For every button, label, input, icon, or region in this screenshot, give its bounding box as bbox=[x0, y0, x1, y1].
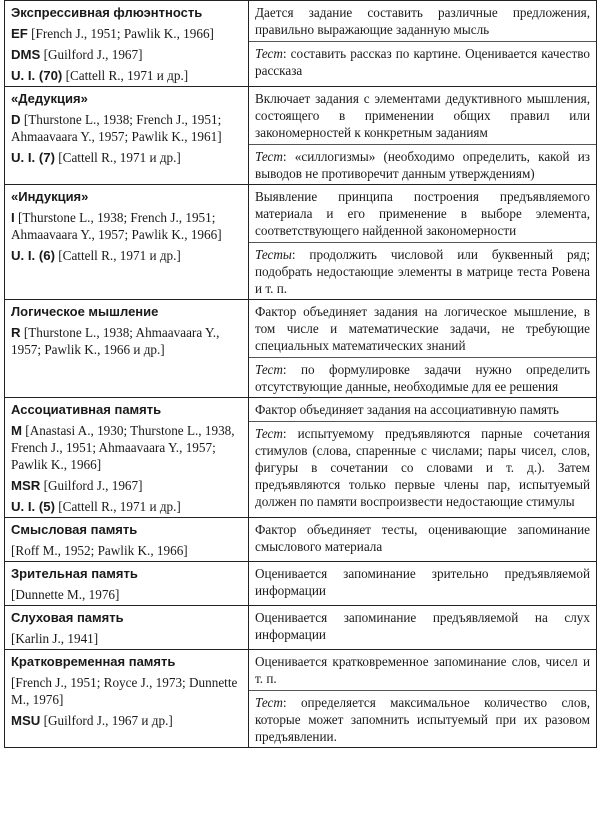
table-row bbox=[5, 87, 597, 185]
factor-reference bbox=[11, 542, 242, 559]
factor-code: D bbox=[11, 112, 21, 127]
factor-reference bbox=[11, 586, 242, 603]
reference-citation: [French J., 1951; Royce J., 1973; Dunnette M., 1976] bbox=[11, 675, 238, 707]
factor-cell bbox=[5, 300, 249, 398]
table-row bbox=[5, 1, 597, 87]
description-cell bbox=[249, 398, 597, 518]
test-note bbox=[249, 144, 596, 182]
factor-reference bbox=[11, 149, 242, 166]
factor-cell bbox=[5, 185, 249, 300]
table-row bbox=[5, 606, 597, 650]
factors-table bbox=[4, 0, 597, 748]
description-cell bbox=[249, 1, 597, 87]
factor-code: DMS bbox=[11, 47, 41, 62]
factor-reference bbox=[11, 477, 242, 494]
factor-code: M bbox=[11, 423, 22, 438]
description-cell bbox=[249, 300, 597, 398]
reference-citation: [Cattell R., 1971 и др.] bbox=[54, 150, 181, 165]
test-note bbox=[249, 242, 596, 297]
factor-title: Смысловая память bbox=[11, 522, 138, 537]
test-label: Тест bbox=[255, 426, 283, 441]
factor-title: «Индукция» bbox=[11, 189, 89, 204]
factor-cell bbox=[5, 606, 249, 650]
factor-title: Зрительная память bbox=[11, 566, 138, 581]
factor-reference bbox=[11, 67, 242, 84]
factor-code: MSR bbox=[11, 478, 41, 493]
reference-citation: [Cattell R., 1971 и др.] bbox=[54, 248, 181, 263]
test-text: : продолжить числовой или буквенный ряд; подобрать недостающие элементы в матрице теста Ровена и т. п. bbox=[255, 247, 590, 296]
factor-title: Логическое мышление bbox=[11, 304, 159, 319]
reference-citation: [French J., 1951; Pawlik K., 1966] bbox=[27, 26, 214, 41]
test-text: : определяется максимальное количество слов, которые может запомнить испытуемый при их разовом предъявлении. bbox=[255, 695, 590, 744]
reference-citation: [Cattell R., 1971 и др.] bbox=[62, 68, 189, 83]
reference-citation: [Thurstone L., 1938; French J., 1951; Ahmaavaara Y., 1957; Pawlik K., 1966] bbox=[11, 210, 222, 242]
factor-reference bbox=[11, 422, 242, 473]
description-cell bbox=[249, 562, 597, 606]
factor-code: U. I. (70) bbox=[11, 68, 63, 83]
reference-citation: [Thurstone L., 1938; French J., 1951; Ahmaavaara Y., 1957; Pawlik K., 1961] bbox=[11, 112, 222, 144]
reference-citation: [Anastasi A., 1930; Thurstone L., 1938, French J., 1951; Ahmaavaara Y., 1957; Pawlik K., 1966] bbox=[11, 423, 235, 472]
table-row bbox=[5, 300, 597, 398]
test-note bbox=[249, 41, 596, 79]
factor-title: Слуховая память bbox=[11, 610, 124, 625]
factor-title: «Дедукция» bbox=[11, 91, 88, 106]
factor-code: U. I. (5) bbox=[11, 499, 55, 514]
factor-reference bbox=[11, 630, 242, 647]
factor-code: I bbox=[11, 210, 15, 225]
factor-reference bbox=[11, 111, 242, 145]
description-cell bbox=[249, 185, 597, 300]
factor-description: Оценивается запоминание зрительно предъявляемой информации bbox=[255, 566, 590, 598]
factor-description: Включает задания с элементами дедуктивного мышления, состоящего в применении общих правил или закономерностей к конкретным заданиям bbox=[255, 91, 590, 140]
reference-citation: [Guilford J., 1967] bbox=[40, 47, 143, 62]
table-row bbox=[5, 398, 597, 518]
table-row bbox=[5, 562, 597, 606]
description-cell bbox=[249, 650, 597, 748]
description-cell bbox=[249, 87, 597, 185]
test-label: Тесты bbox=[255, 247, 292, 262]
description-cell bbox=[249, 518, 597, 562]
factor-reference bbox=[11, 712, 242, 729]
factor-description: Фактор объединяет задания на логическое мышление, в том числе и математические задачи, не требующие специальных математических знаний bbox=[255, 304, 590, 353]
factor-description: Оценивается кратковременное запоминание слов, чисел и т. п. bbox=[255, 654, 590, 686]
test-note bbox=[249, 690, 596, 745]
factor-description: Фактор объединяет задания на ассоциативную память bbox=[255, 402, 559, 417]
factor-reference bbox=[11, 674, 242, 708]
factor-reference bbox=[11, 498, 242, 515]
factor-code: MSU bbox=[11, 713, 41, 728]
test-text: : по формулировке задачи нужно определить отсутствующие данные, необходимые для ее решения bbox=[255, 362, 590, 394]
reference-citation: [Guilford J., 1967 и др.] bbox=[40, 713, 173, 728]
reference-citation: [Dunnette M., 1976] bbox=[11, 587, 120, 602]
factor-title: Экспрессивная флюэнтность bbox=[11, 5, 203, 20]
test-note bbox=[249, 421, 596, 510]
test-text: : «силлогизмы» (необходимо определить, какой из выводов не противоречит данным утверждениям) bbox=[255, 149, 590, 181]
test-label: Тест bbox=[255, 695, 283, 710]
factor-reference bbox=[11, 324, 242, 358]
test-note bbox=[249, 357, 596, 395]
factor-description: Оценивается запоминание предъявляемой на слух информации bbox=[255, 610, 590, 642]
factor-reference bbox=[11, 46, 242, 63]
factor-cell bbox=[5, 650, 249, 748]
table-row bbox=[5, 650, 597, 748]
test-label: Тест bbox=[255, 46, 283, 61]
factor-code: R bbox=[11, 325, 21, 340]
reference-citation: [Cattell R., 1971 и др.] bbox=[54, 499, 181, 514]
factor-cell bbox=[5, 398, 249, 518]
factor-code: EF bbox=[11, 26, 28, 41]
factor-description: Выявление принципа построения предъявляемого материала и его применение в выборе элемента, соответствующего найденной закономерности bbox=[255, 189, 590, 238]
table-row bbox=[5, 518, 597, 562]
reference-citation: [Karlin J., 1941] bbox=[11, 631, 99, 646]
factor-cell bbox=[5, 562, 249, 606]
factor-reference bbox=[11, 25, 242, 42]
test-text: : испытуемому предъявляются парные сочетания стимулов (слова, спаренные с числами; пары чисел, слов, фигуры в сочетании со словами и т. д.). Затем предъявляются только первые члены пар, испытуемый должен по памяти воспроизвести недостающие стимулы bbox=[255, 426, 590, 509]
factor-code: U. I. (7) bbox=[11, 150, 55, 165]
description-cell bbox=[249, 606, 597, 650]
factor-code: U. I. (6) bbox=[11, 248, 55, 263]
reference-citation: [Roff M., 1952; Pawlik K., 1966] bbox=[11, 543, 188, 558]
factor-description: Фактор объединяет тесты, оценивающие запоминание смыслового материала bbox=[255, 522, 590, 554]
test-label: Тест bbox=[255, 149, 283, 164]
factor-cell bbox=[5, 87, 249, 185]
reference-citation: [Thurstone L., 1938; Ahmaavaara Y., 1957; Pawlik K., 1966 и др.] bbox=[11, 325, 220, 357]
factor-title: Кратковременная память bbox=[11, 654, 176, 669]
factor-cell bbox=[5, 1, 249, 87]
factor-title: Ассоциативная память bbox=[11, 402, 162, 417]
document-page bbox=[4, 0, 596, 824]
factor-description: Дается задание составить различные предложения, правильно выражающие заданную мысль bbox=[255, 5, 590, 37]
reference-citation: [Guilford J., 1967] bbox=[40, 478, 143, 493]
factor-cell bbox=[5, 518, 249, 562]
test-label: Тест bbox=[255, 362, 283, 377]
table-row bbox=[5, 185, 597, 300]
test-text: : составить рассказ по картине. Оценивается качество рассказа bbox=[255, 46, 590, 78]
factor-reference bbox=[11, 209, 242, 243]
table-body bbox=[5, 1, 597, 748]
factor-reference bbox=[11, 247, 242, 264]
